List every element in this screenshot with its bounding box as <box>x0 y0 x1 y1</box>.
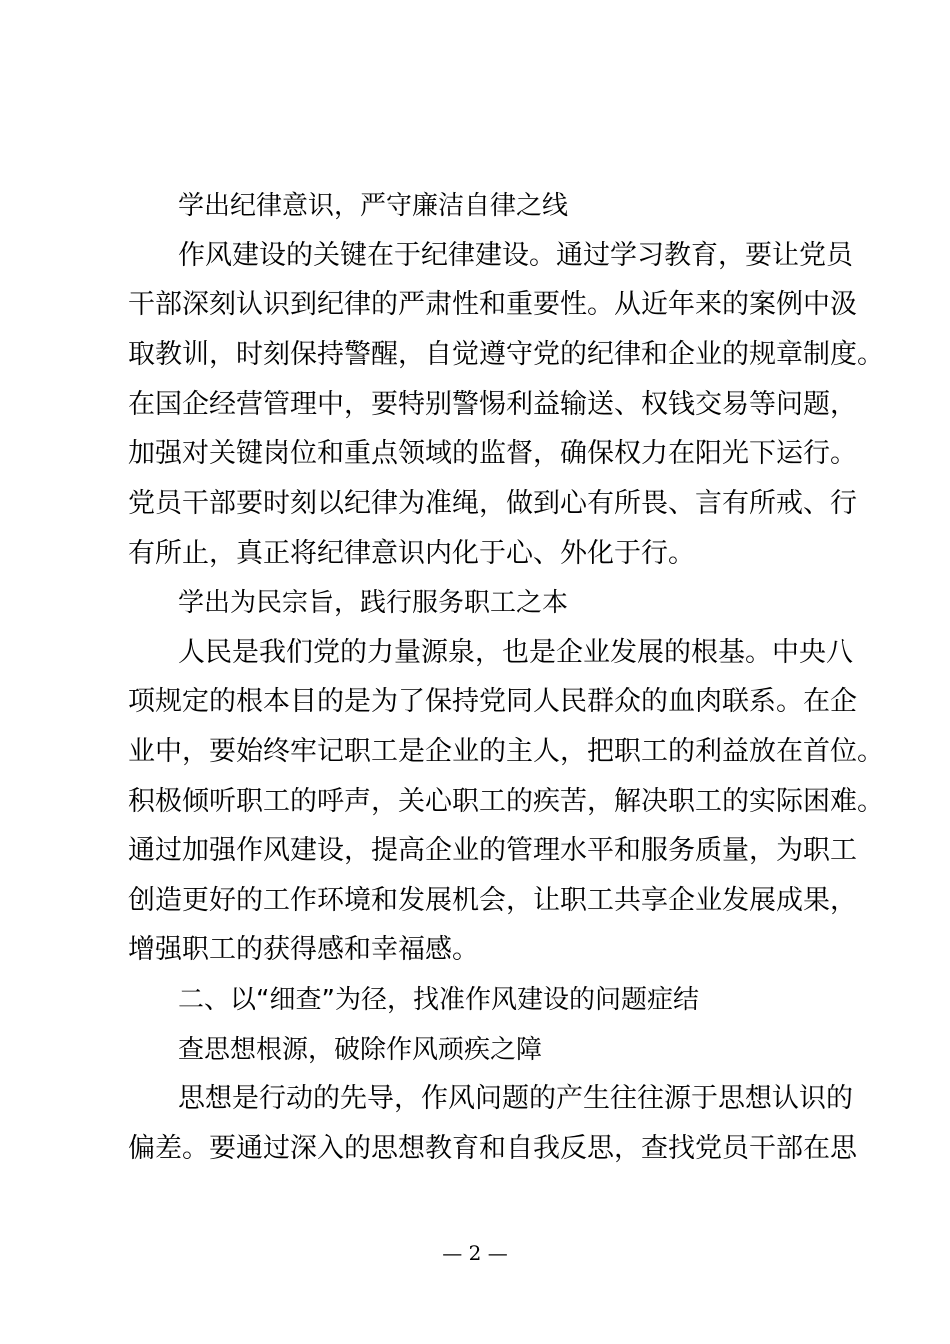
paragraph-line: 有所止，真正将纪律意识内化于心、外化于行。 <box>128 538 695 569</box>
subheading-discipline: 学出纪律意识，严守廉洁自律之线 <box>178 191 569 221</box>
paragraph-line: 加强对关键岗位和重点领域的监督，确保权力在阳光下运行。 <box>128 438 857 469</box>
paragraph-line: 在国企经营管理中，要特别警惕利益输送、权钱交易等问题， <box>128 389 857 420</box>
paragraph-line: 人民是我们党的力量源泉，也是企业发展的根基。中央八 <box>178 637 853 668</box>
paragraph-line: 积极倾听职工的呼声，关心职工的疾苦，解决职工的实际困难。 <box>128 786 884 817</box>
paragraph-line: 偏差。要通过深入的思想教育和自我反思，查找党员干部在思 <box>128 1133 857 1164</box>
paragraph-line: 业中，要始终牢记职工是企业的主人，把职工的利益放在首位。 <box>128 736 884 767</box>
paragraph-line: 取教训，时刻保持警醒，自觉遵守党的纪律和企业的规章制度。 <box>128 339 884 370</box>
subheading-thought: 查思想根源，破除作风顽疾之障 <box>178 1035 543 1065</box>
paragraph-line: 项规定的根本目的是为了保持党同人民群众的血肉联系。在企 <box>128 686 857 717</box>
paragraph-line: 干部深刻认识到纪律的严肃性和重要性。从近年来的案例中汲 <box>128 289 857 320</box>
paragraph-line: 思想是行动的先导，作风问题的产生往往源于思想认识的 <box>178 1083 853 1114</box>
paragraph-line: 创造更好的工作环境和发展机会，让职工共享企业发展成果， <box>128 885 857 916</box>
paragraph-line: 通过加强作风建设，提高企业的管理水平和服务质量，为职工 <box>128 835 857 866</box>
section-heading-two: 二、以“细查”为径，找准作风建设的问题症结 <box>178 985 699 1015</box>
paragraph-line: 作风建设的关键在于纪律建设。通过学习教育，要让党员 <box>178 240 853 271</box>
subheading-service: 学出为民宗旨，践行服务职工之本 <box>178 588 569 618</box>
page-number: — 2 — <box>442 1241 508 1265</box>
paragraph-line: 增强职工的获得感和幸福感。 <box>128 934 479 965</box>
paragraph-line: 党员干部要时刻以纪律为准绳，做到心有所畏、言有所戒、行 <box>128 488 857 519</box>
